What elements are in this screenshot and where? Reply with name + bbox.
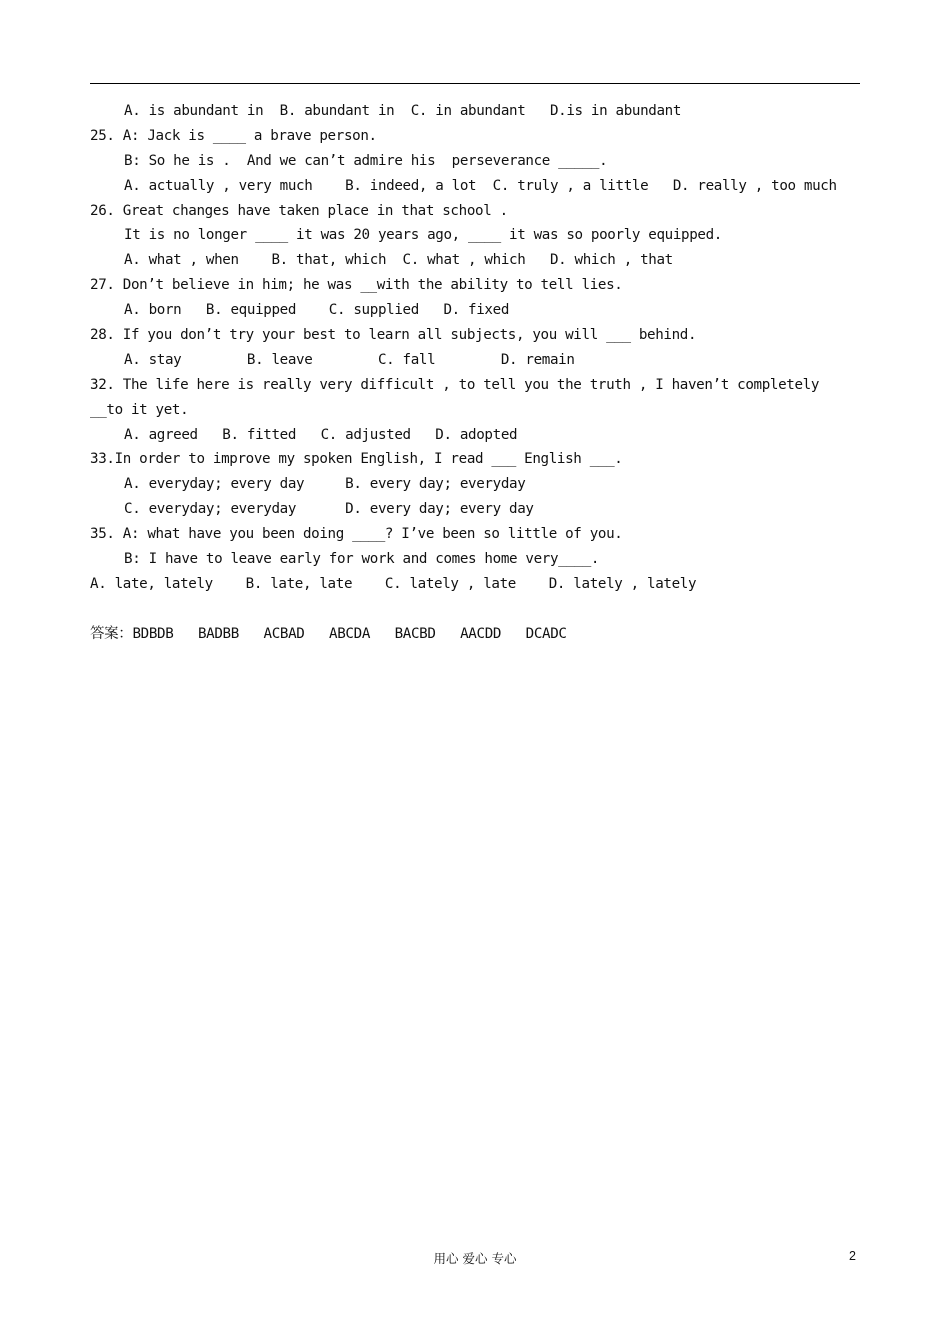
question-text-line: __to it yet.	[90, 401, 189, 418]
dialogue-line: B: So he is . And we can’t admire his perseverance _____.	[124, 152, 608, 169]
option-line: A. born B. equipped C. supplied D. fixed	[124, 302, 510, 319]
dialogue-line: B: I have to leave early for work and comes home very____.	[124, 551, 600, 568]
option-line: A. is abundant in B. abundant in C. in abundant D.is in abundant	[124, 103, 682, 119]
document-body	[90, 99, 870, 647]
answer-key-label: 答案：	[90, 625, 133, 642]
option-line: A. stay B. leave C. fall D. remain	[124, 351, 575, 368]
option-line: A. what , when B. that, which C. what , which D. which , that	[124, 252, 673, 269]
question-35: 35. A: what have you been doing ____? I’ve been so little of you.	[90, 526, 623, 543]
question-32: 32. The life here is really very difficult , to tell you the truth , I haven’t completely	[90, 376, 820, 393]
header-rule	[90, 83, 860, 84]
answer-key	[90, 622, 870, 647]
footer-motto: 用心 爱心 专心	[433, 1251, 517, 1266]
option-line: A. late, lately B. late, late C. lately , late D. lately , lately	[90, 575, 697, 592]
option-line: C. everyday; everyday D. every day; every day	[124, 501, 534, 518]
question-text-line: It is no longer ____ it was 20 years ago, ____ it was so poorly equipped.	[124, 227, 722, 244]
question-27: 27. Don’t believe in him; he was __with the ability to tell lies.	[90, 277, 623, 294]
question-33: 33.In order to improve my spoken English, I read ___ English ___.	[90, 451, 623, 468]
spacer	[90, 597, 870, 622]
question-25: 25. A: Jack is ____ a brave person.	[90, 127, 377, 144]
question-28: 28. If you don’t try your best to learn all subjects, you will ___ behind.	[90, 327, 697, 344]
option-line: A. actually , very much B. indeed, a lot C. truly , a little D. really , too much	[124, 177, 837, 194]
option-line: A. agreed B. fitted C. adjusted D. adopted	[124, 426, 518, 443]
option-line: A. everyday; every day B. every day; everyday	[124, 476, 526, 493]
page-number: 2	[849, 1249, 856, 1263]
answer-key-values: BDBDB BADBB ACBAD ABCDA BACBD AACDD DCADC	[132, 625, 567, 642]
question-26: 26. Great changes have taken place in that school .	[90, 202, 508, 219]
